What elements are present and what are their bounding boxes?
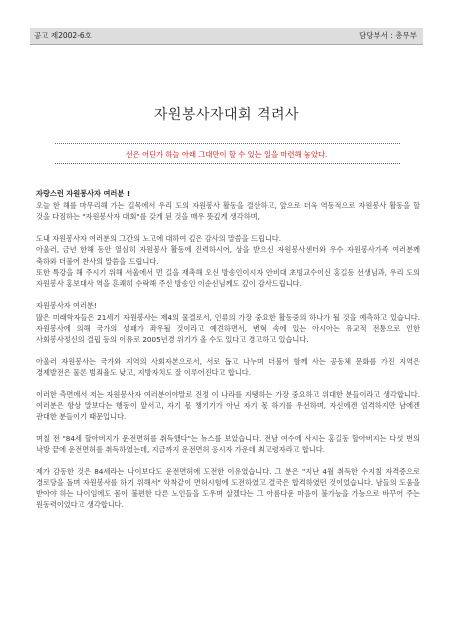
top-dotted-divider xyxy=(55,143,400,144)
bottom-dotted-divider xyxy=(55,163,400,164)
body-paragraph: 이러한 측면에서 저는 자원봉사자 여러분이야말로 진정 이 나라를 지탱하는 가장 중요하고 위대한 분들이라고 생각합니다. 여러분은 항상 말보다는 행동이 앞서고, 자기 몫 챙기기가 아닌 자기 몫 하기를 우선하며, 자신에겐 엄격하지만 남에겐 관대한 분들이기 때문입니다. xyxy=(36,389,420,422)
body-paragraph: 도내 자원봉사자 여러분의 그간의 노고에 대하여 깊은 감사의 말씀을 드립니다. 아울러, 금년 한해 동안 열심히 자원봉사 활동에 진력하시어, 상을 받으신 자원봉사센터와 우수 자원봉사가족 여러분께 축하와 더불어 찬사의 말씀을 드립니다. 또한 특강을 해 주시기 위해 서울에서 먼 길을 재촉해 오신 방송인이시자 안비대 초빙교수이신 홍길동 선생님과, 우리 도의 자원봉사 홍보대사 역을 흔쾌히 수락해 주신 방송인 이순신님께도 깊이 감사드립니다. xyxy=(36,234,420,288)
body-paragraph: 오늘 한 해를 마무리해 가는 길목에서 우리 도의 자원봉사 활동을 결산하고, 앞으로 더욱 역동적으로 자원봉사 활동을 할 것을 다짐하는 "자원봉사자 대회"를 갖게 된 것을 매우 뜻깊게 생각하며, xyxy=(36,201,420,222)
body-paragraph: 많은 미래학자들은 21세기 자원봉사는 제4의 물결로서, 인류의 가장 중요한 활동중의 하나가 될 것을 예측하고 있습니다. 자원봉사에 의해 국가의 성패가 좌우될 것이라고 예견하면서, 변혁 속에 있는 아시아는 유교적 전통으로 인한 사회봉사정신의 결핍 등의 이유로 2005년경 위기가 올 수도 있다고 경고하고 있습니다. xyxy=(36,312,420,345)
notice-header-bar xyxy=(30,28,423,45)
document-title: 자원봉사자대회 격려사 xyxy=(153,107,300,123)
document-body xyxy=(36,188,420,521)
notice-number: 공고 제2002-6호 xyxy=(34,31,92,40)
body-paragraph: 아울러 자원봉사는 국가와 지역의 사회자본으로서, 서로 돕고 나누며 더불어 함께 사는 공동체 문화를 가진 지역은 경제발전은 물론 범죄율도 낮고, 지방자치도 잘 이루어진다고 합니다. xyxy=(36,356,420,378)
body-paragraph: 제가 감동한 것은 84세라는 나이보다도 운전면허에 도전한 이유였습니다. 그 분은 "지난 4월 취득한 수지침 자격증으로 경로당을 돌며 자원봉사를 하기 위해서" 악착같이 면허시험에 도전하였고 결국은 합격하였던 것이었습니다. 남들의 도움을 받아야 하는 나이임에도 몸이 불편한 다른 노인들을 도우며 살겠다는 그 아름다운 마음이 불가능을 가능으로 바꾸어 주는 원동력이었다고 생각합니다. xyxy=(36,466,420,510)
salutation: 자랑스런 자원봉사자 여러분 ! xyxy=(36,189,131,198)
department-label: 담당부서 : 총무부 xyxy=(358,31,417,40)
body-paragraph: 며칠 전 "84세 할아버지가 운전면허를 취득했다"는 뉴스를 보았습니다. 전남 여수에 사시는 홍길동 할아버지는 다섯 번의 낙방 끝에 운전면허를 취득하였는데, 지금까지 운전면허 응시자 가운데 최고령자라고 합니다. xyxy=(36,433,420,455)
document-subtitle: 선은 어딘가 하늘 아래 그대만이 할 수 있는 일을 마련해 놓았다. xyxy=(125,150,328,159)
salutation-second: 자원봉사자 여러분! xyxy=(36,300,97,310)
